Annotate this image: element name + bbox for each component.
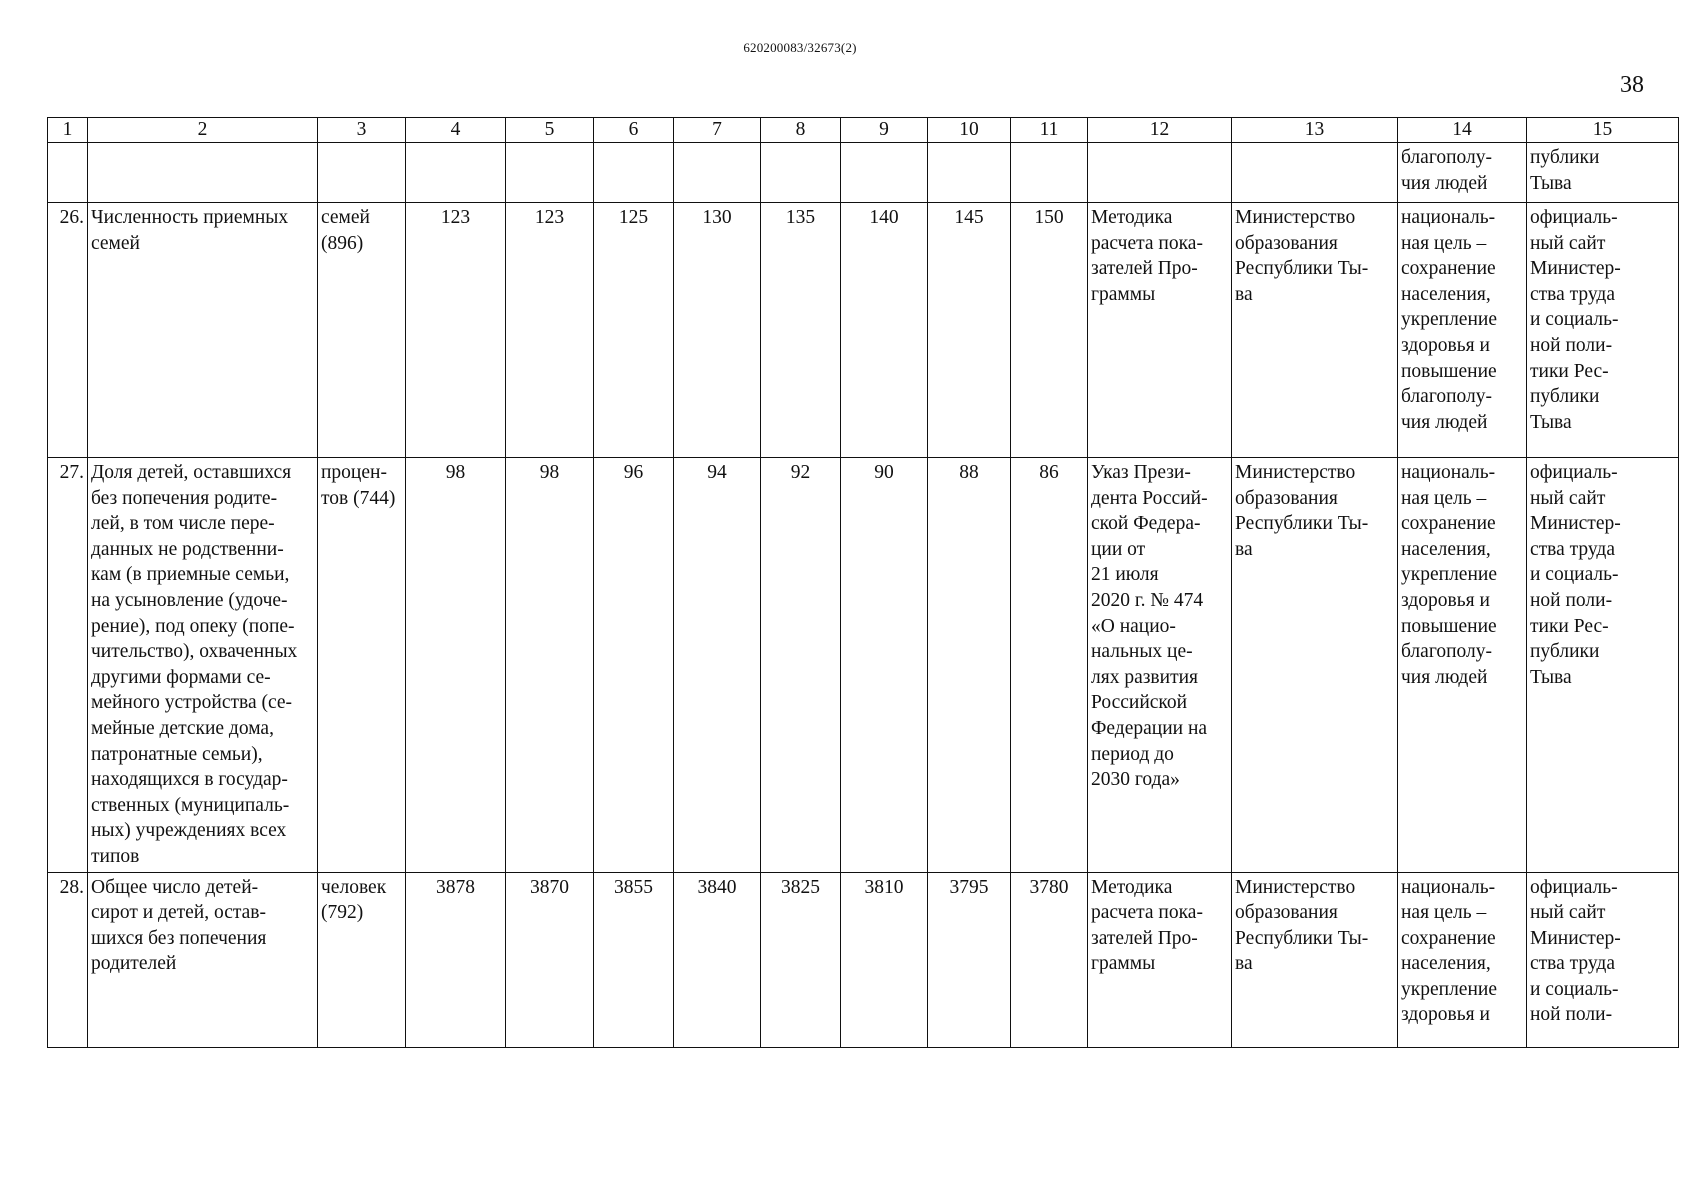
basis-cell: Методика расчета пока- зателей Про- граммы [1088,872,1232,1047]
empty-cell [1088,143,1232,203]
document-code: 620200083/32673(2) [743,40,857,55]
empty-cell [761,143,841,203]
column-number: 3 [318,118,406,143]
goal-cell: националь- ная цель – сохранение населения, укрепление здоровья и повышение благополу- чия людей [1398,458,1527,873]
table-row [48,458,1679,873]
value-cell: 135 [761,203,841,458]
value-cell: 123 [406,203,506,458]
row-number: 28. [48,872,88,1047]
column-number: 10 [928,118,1011,143]
column-number: 13 [1232,118,1398,143]
table-row [48,203,1679,458]
empty-cell [318,143,406,203]
value-cell: 130 [674,203,761,458]
indicators-table [47,117,1679,1048]
value-cell: 3840 [674,872,761,1047]
value-cell: 3855 [594,872,674,1047]
table-header-row [48,118,1679,143]
value-cell: 3825 [761,872,841,1047]
value-cell: 3870 [506,872,594,1047]
value-cell: 96 [594,458,674,873]
value-cell: 123 [506,203,594,458]
continuation-row [48,143,1679,203]
goal-cell: националь- ная цель – сохранение населения, укрепление здоровья и повышение благополу- чия людей [1398,203,1527,458]
empty-cell [1232,143,1398,203]
empty-cell [88,143,318,203]
column-number: 11 [1011,118,1088,143]
goal-cell: националь- ная цель – сохранение населения, укрепление здоровья и [1398,872,1527,1047]
value-cell: 145 [928,203,1011,458]
value-cell: 98 [506,458,594,873]
source-cell: официаль- ный сайт Министер- ства труда и социаль- ной поли- тики Рес- публики Тыва [1527,458,1679,873]
responsible-cell: Министерство образования Республики Ты- ва [1232,203,1398,458]
column-number: 8 [761,118,841,143]
source-cell: публики Тыва [1527,143,1679,203]
unit-cell: семей (896) [318,203,406,458]
empty-cell [841,143,928,203]
column-number: 1 [48,118,88,143]
indicator-name: Доля детей, оставшихся без попечения родите- лей, в том числе пере- данных не родственни- кам (в приемные семьи, на усыновление (удоче- рение), под опеку (попе- чительство), охваченных другими формами се- мейного устройства (се- мейные детские дома, патронатные семьи), находящихся в государ- ственных (муниципаль- ных) учреждениях всех типов [88,458,318,873]
value-cell: 125 [594,203,674,458]
column-number: 5 [506,118,594,143]
column-number: 14 [1398,118,1527,143]
value-cell: 3810 [841,872,928,1047]
value-cell: 150 [1011,203,1088,458]
source-cell: официаль- ный сайт Министер- ства труда и социаль- ной поли- [1527,872,1679,1047]
row-number: 27. [48,458,88,873]
value-cell: 92 [761,458,841,873]
column-number: 6 [594,118,674,143]
value-cell: 86 [1011,458,1088,873]
empty-cell [674,143,761,203]
empty-cell [406,143,506,203]
column-number: 12 [1088,118,1232,143]
value-cell: 140 [841,203,928,458]
column-number: 9 [841,118,928,143]
value-cell: 94 [674,458,761,873]
unit-cell: человек (792) [318,872,406,1047]
empty-cell [1011,143,1088,203]
value-cell: 90 [841,458,928,873]
column-number: 2 [88,118,318,143]
responsible-cell: Министерство образования Республики Ты- ва [1232,872,1398,1047]
value-cell: 88 [928,458,1011,873]
value-cell: 3795 [928,872,1011,1047]
source-cell: официаль- ный сайт Министер- ства труда и социаль- ной поли- тики Рес- публики Тыва [1527,203,1679,458]
page-number: 38 [1620,72,1644,98]
empty-cell [506,143,594,203]
empty-cell [48,143,88,203]
indicator-name: Общее число детей- сирот и детей, остав- шихся без попечения родителей [88,872,318,1047]
responsible-cell: Министерство образования Республики Ты- ва [1232,458,1398,873]
empty-cell [928,143,1011,203]
table-row [48,872,1679,1047]
value-cell: 98 [406,458,506,873]
column-number: 7 [674,118,761,143]
column-number: 4 [406,118,506,143]
column-number: 15 [1527,118,1679,143]
value-cell: 3878 [406,872,506,1047]
goal-cell: благополу- чия людей [1398,143,1527,203]
indicator-name: Численность приемных семей [88,203,318,458]
row-number: 26. [48,203,88,458]
empty-cell [594,143,674,203]
basis-cell: Методика расчета пока- зателей Про- граммы [1088,203,1232,458]
basis-cell: Указ Прези- дента Россий- ской Федера- ции от 21 июля 2020 г. № 474 «О нацио- нальных це- лях развития Российской Федерации на период до 2030 года» [1088,458,1232,873]
value-cell: 3780 [1011,872,1088,1047]
unit-cell: процен- тов (744) [318,458,406,873]
